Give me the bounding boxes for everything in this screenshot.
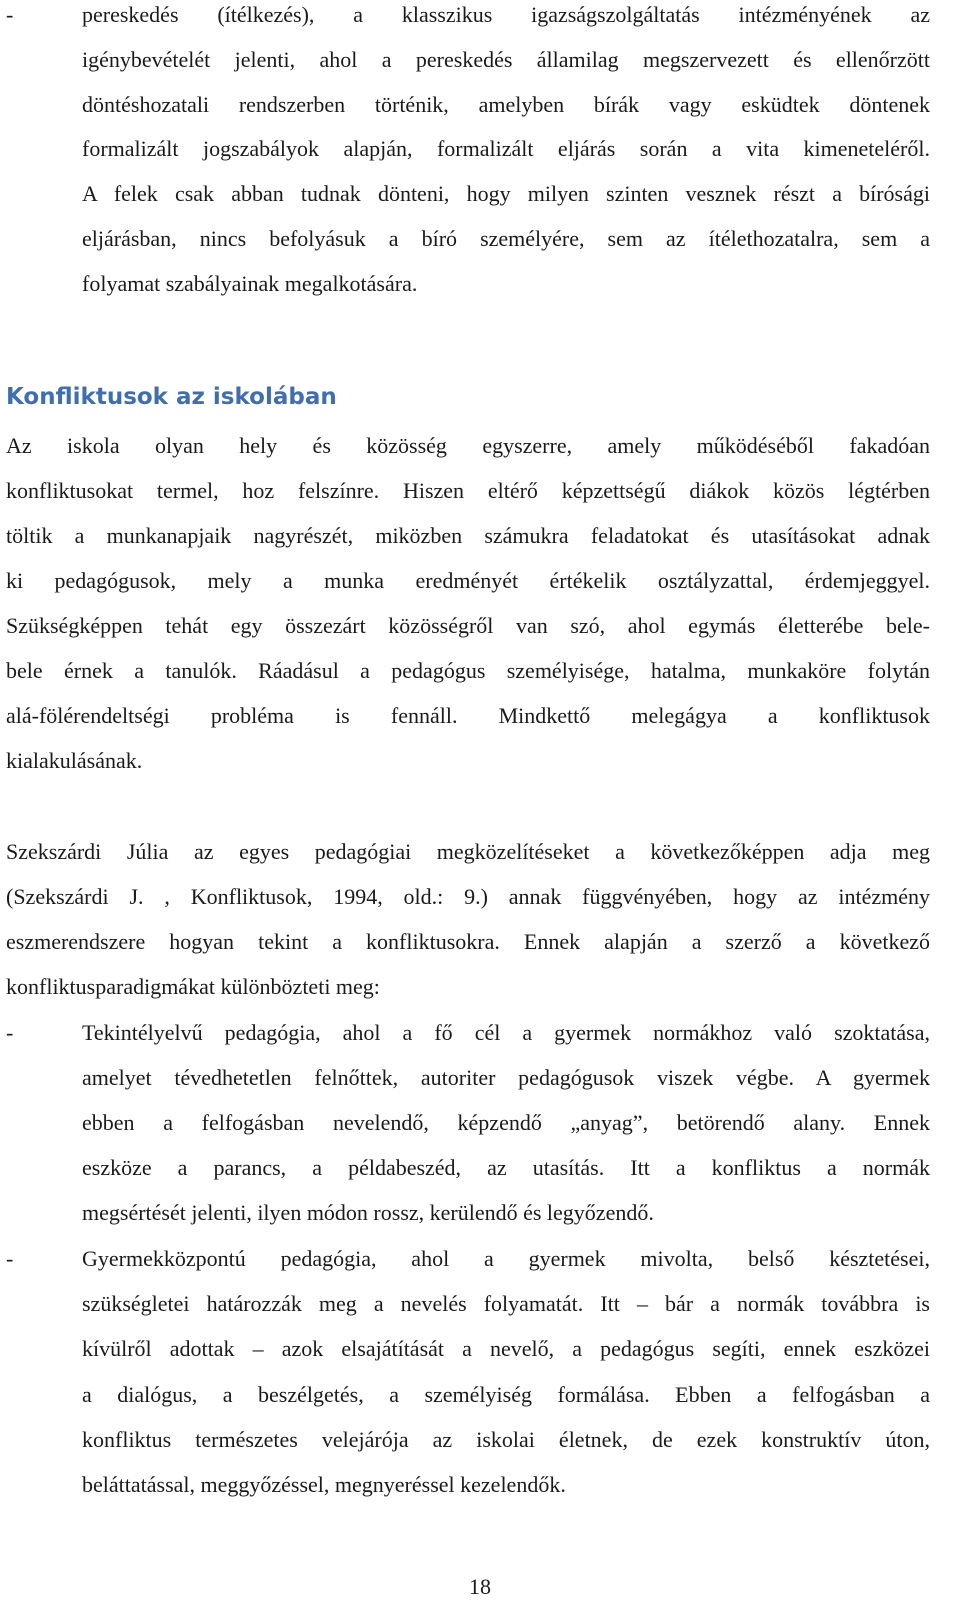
- text-line: igénybevételét jelenti, ahol a pereskedés államilag megszervezett és ellenőrzött: [82, 47, 930, 72]
- text-line: eszmerendszere hogyan tekint a konfliktusokra. Ennek alapján a szerző a következő: [6, 929, 930, 954]
- page-number: 18: [469, 1574, 491, 1599]
- list-marker: -: [6, 1020, 14, 1045]
- text-line: A felek csak abban tudnak dönteni, hogy milyen szinten vesznek részt a bírósági: [82, 181, 930, 206]
- text-line: alá-fölérendeltségi probléma is fennáll. Mindkettő melegágya a konfliktusok: [6, 703, 930, 728]
- text-line: eljárásban, nincs befolyásuk a bíró személyére, sem az ítélethozatalra, sem a: [82, 226, 930, 251]
- text-line: konfliktus természetes velejárója az iskolai életnek, de ezek konstruktív úton,: [82, 1427, 930, 1452]
- text-line: kialakulásának.: [6, 748, 143, 773]
- text-line: Gyermekközpontú pedagógia, ahol a gyermek mivolta, belső késztetései,: [82, 1246, 930, 1271]
- text-line: pereskedés (ítélkezés), a klasszikus igazságszolgáltatás intézményének az: [82, 2, 930, 27]
- text-line: eszköze a parancs, a példabeszéd, az utasítás. Itt a konfliktus a normák: [82, 1155, 930, 1180]
- text-line: bele érnek a tanulók. Ráadásul a pedagógus személyisége, hatalma, munkaköre folytán: [6, 658, 930, 683]
- text-line: megsértését jelenti, ilyen módon rossz, kerülendő és legyőzendő.: [82, 1200, 654, 1225]
- text-line: ki pedagógusok, mely a munka eredményét értékelik osztályzattal, érdemjeggyel.: [6, 568, 930, 593]
- text-line: beláttatással, meggyőzéssel, megnyeréssel kezelendők.: [82, 1472, 566, 1497]
- text-line: kívülről adottak – azok elsajátítását a nevelő, a pedagógus segíti, ennek eszközei: [82, 1336, 930, 1361]
- text-line: Szükségképpen tehát egy összezárt közösségről van szó, ahol egymás életterébe bele-: [6, 613, 930, 638]
- text-line: ebben a felfogásban nevelendő, képzendő „anyag”, betörendő alany. Ennek: [82, 1110, 930, 1135]
- section-heading: Konfliktusok az iskolában: [6, 384, 337, 410]
- text-line: amelyet tévedhetetlen felnőttek, autoriter pedagógusok viszek végbe. A gyermek: [82, 1065, 930, 1090]
- text-line: Az iskola olyan hely és közösség egyszerre, amely működéséből fakadóan: [6, 433, 930, 458]
- text-line: Tekintélyelvű pedagógia, ahol a fő cél a gyermek normákhoz való szoktatása,: [82, 1020, 930, 1045]
- text-line: Szekszárdi Júlia az egyes pedagógiai megközelítéseket a következőképpen adja meg: [6, 839, 930, 864]
- text-line: konfliktusokat termel, hoz felszínre. Hiszen eltérő képzettségű diákok közös légtérben: [6, 478, 930, 503]
- list-marker: -: [6, 1246, 14, 1271]
- list-marker: -: [6, 2, 14, 27]
- text-line: a dialógus, a beszélgetés, a személyiség formálása. Ebben a felfogásban a: [82, 1382, 930, 1407]
- text-line: (Szekszárdi J. , Konfliktusok, 1994, old.: 9.) annak függvényében, hogy az intézmény: [6, 884, 930, 909]
- text-line: formalizált jogszabályok alapján, formalizált eljárás során a vita kimeneteléről.: [82, 136, 930, 161]
- text-line: szükségletei határozzák meg a nevelés folyamatát. Itt – bár a normák továbbra is: [82, 1291, 930, 1316]
- text-line: döntéshozatali rendszerben történik, amelyben bírák vagy esküdtek döntenek: [82, 92, 930, 117]
- text-line: konfliktusparadigmákat különbözteti meg:: [6, 974, 380, 999]
- text-line: folyamat szabályainak megalkotására.: [82, 271, 418, 296]
- text-line: töltik a munkanapjaik nagyrészét, miközben számukra feladatokat és utasításokat adnak: [6, 523, 930, 548]
